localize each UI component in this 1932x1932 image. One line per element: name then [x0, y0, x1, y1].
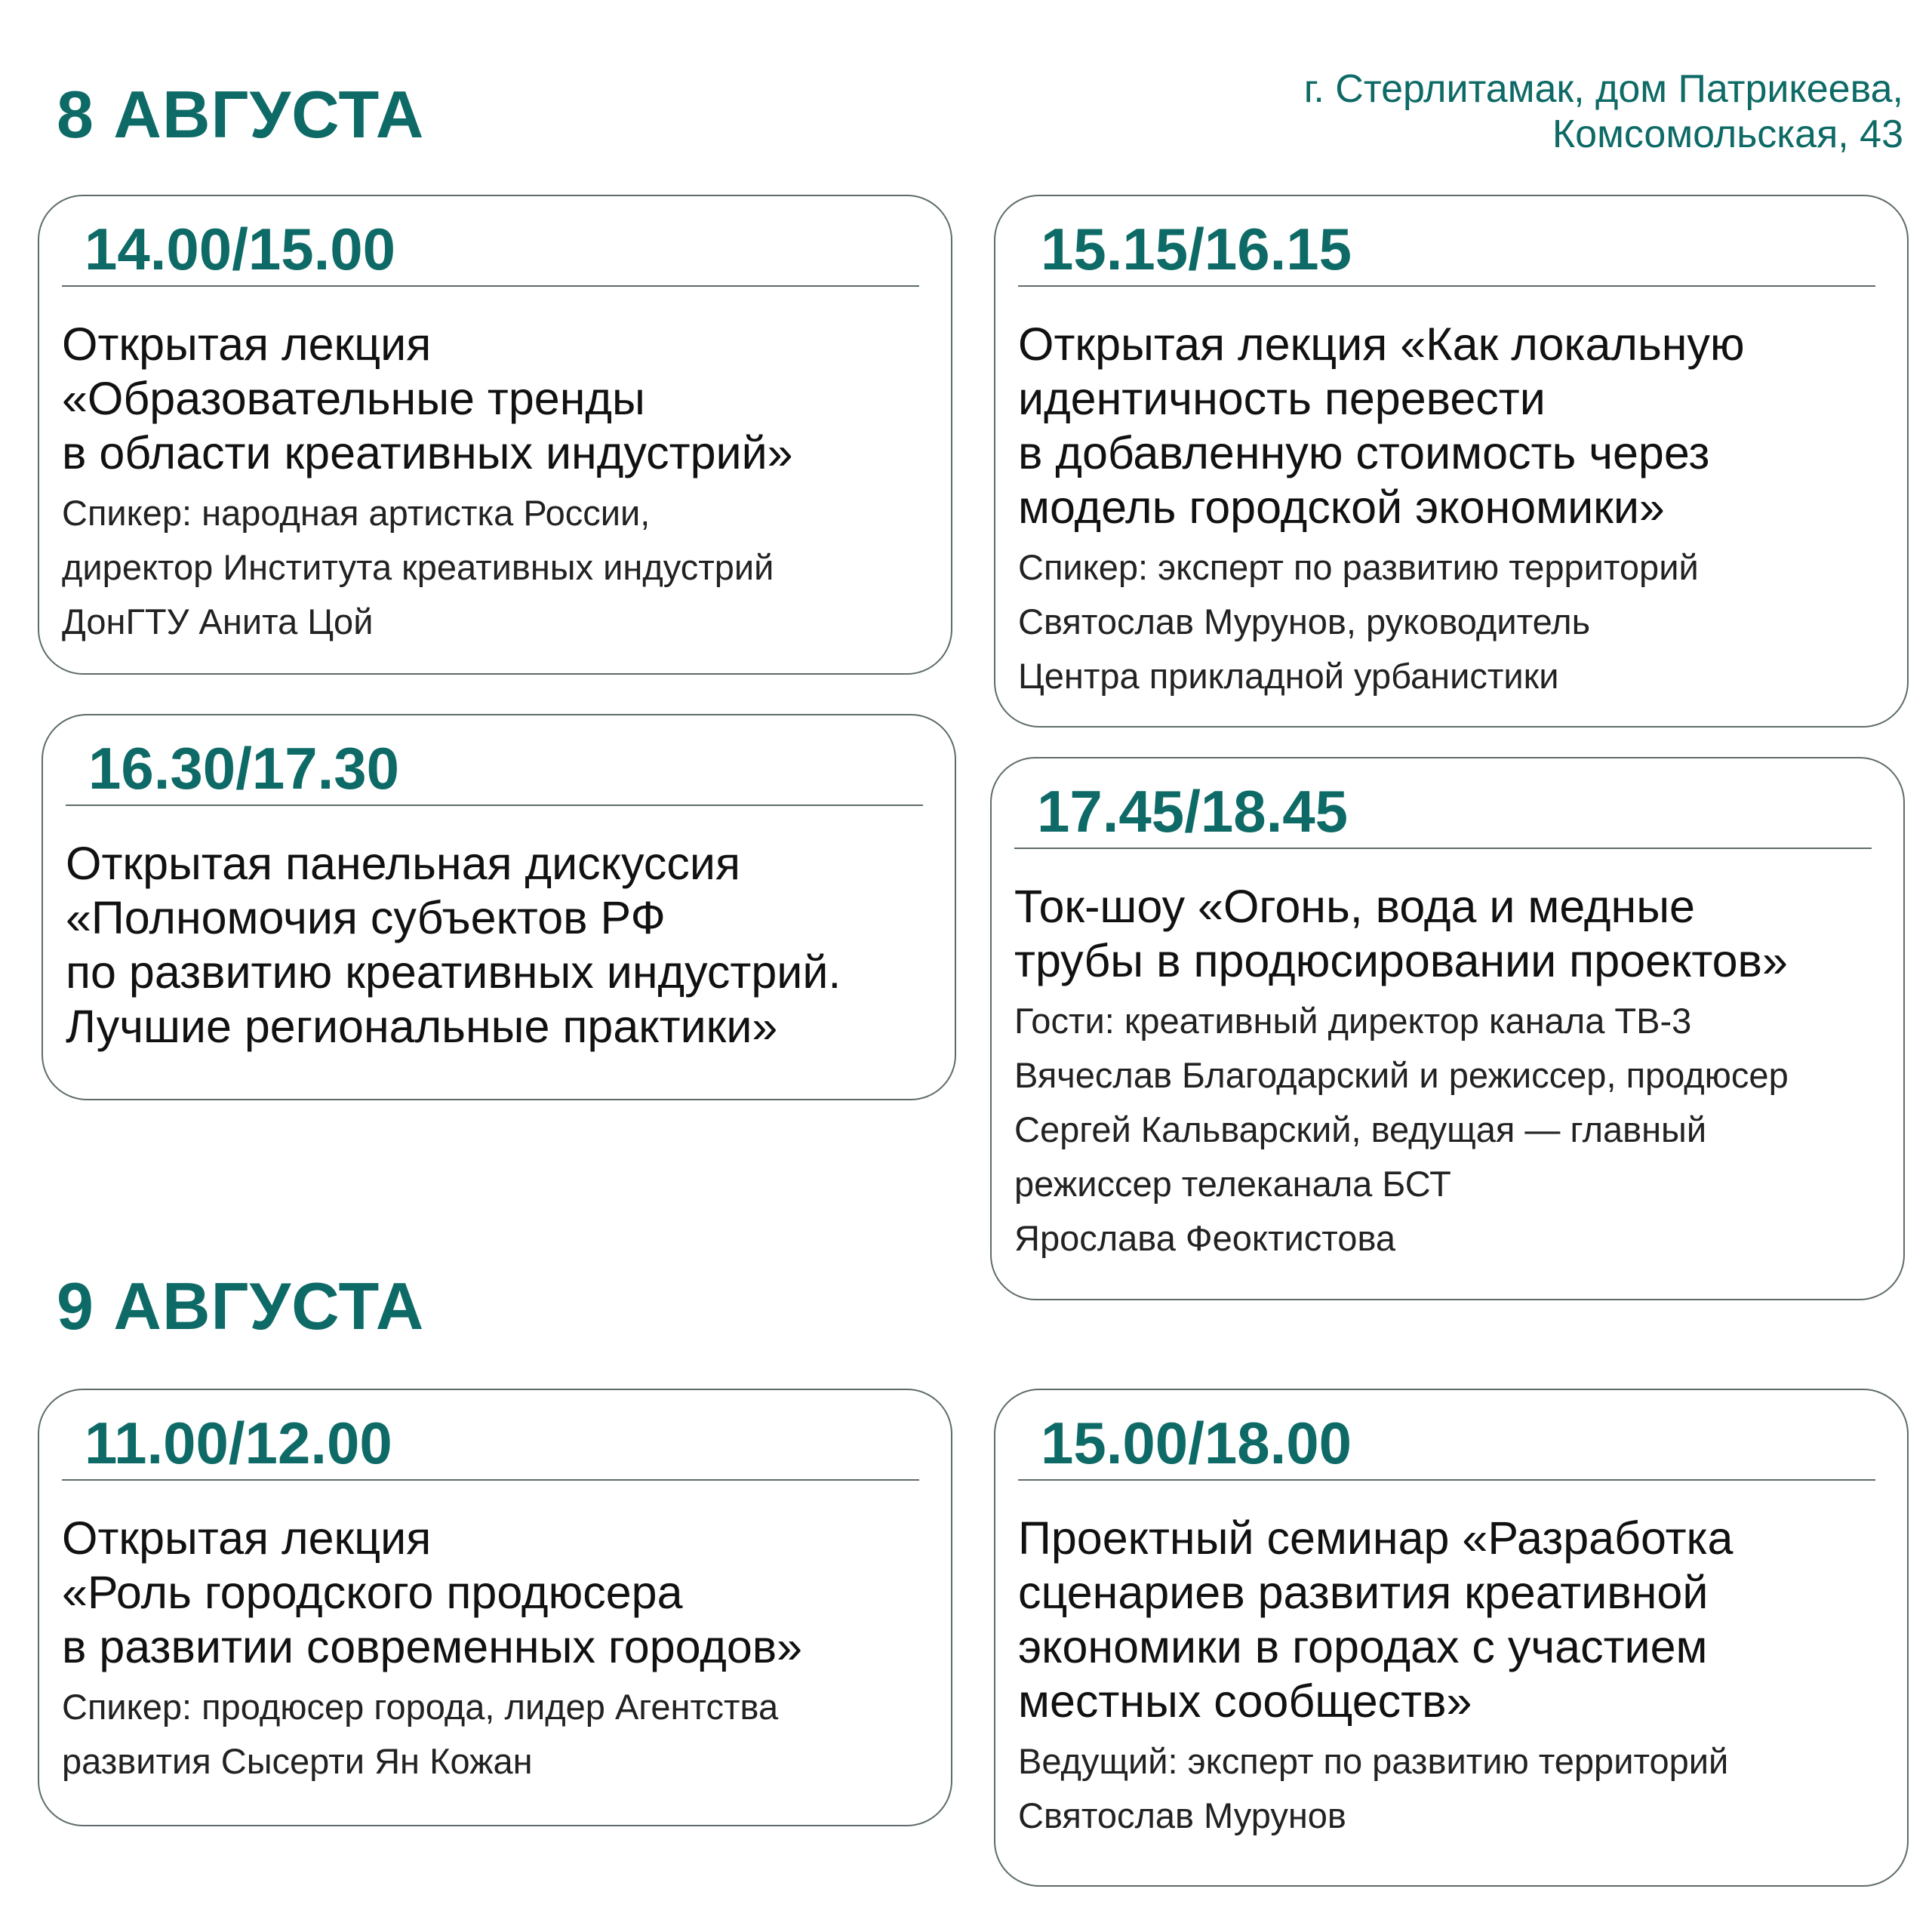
event-description — [62, 486, 928, 649]
address-line-2: Комсомольская, 43 — [1552, 112, 1903, 156]
event-title — [62, 317, 928, 480]
event-description-line: ДонГТУ Анита Цой — [62, 601, 374, 641]
divider — [66, 804, 923, 806]
event-description-line: Ярослава Феоктистова — [1014, 1218, 1396, 1258]
event-description-line: режиссер телеканала БСТ — [1014, 1164, 1451, 1204]
event-title-line: в добавленную стоимость через — [1018, 427, 1710, 478]
event-title — [1018, 317, 1884, 534]
event-card — [38, 1389, 952, 1826]
day-heading-august-9: 9 АВГУСТА — [57, 1269, 425, 1343]
event-time: 14.00/15.00 — [85, 216, 396, 282]
event-title-line: Открытая лекция — [62, 1512, 432, 1564]
event-card — [994, 195, 1909, 728]
divider — [62, 285, 919, 287]
event-title-line: «Образовательные тренды — [62, 373, 645, 424]
day-heading-august-8: 8 АВГУСТА — [57, 77, 425, 152]
event-description-line: Сергей Кальварский, ведущая — главный — [1014, 1109, 1707, 1149]
event-time: 15.15/16.15 — [1041, 216, 1352, 282]
event-card — [42, 714, 956, 1100]
event-description-line: Святослав Мурунов — [1018, 1795, 1346, 1835]
event-title — [1018, 1511, 1884, 1728]
venue-address — [1304, 66, 1903, 157]
event-description-line: Спикер: эксперт по развитию территорий — [1018, 547, 1699, 587]
event-description-line: Спикер: продюсер города, лидер Агентства — [62, 1687, 779, 1727]
event-time: 16.30/17.30 — [88, 735, 400, 801]
event-title-line: трубы в продюсировании проектов» — [1014, 935, 1788, 986]
event-title-line: «Роль городского продюсера — [62, 1567, 683, 1618]
event-title — [1014, 879, 1881, 988]
event-time: 17.45/18.45 — [1037, 778, 1349, 844]
event-time: 11.00/12.00 — [85, 1410, 392, 1476]
event-description-line: Ведущий: эксперт по развитию территорий — [1018, 1741, 1729, 1781]
event-card — [994, 1389, 1909, 1887]
event-title-line: «Полномочия субъектов РФ — [66, 892, 666, 943]
event-title — [62, 1511, 928, 1674]
event-description — [1018, 540, 1884, 703]
event-title-line: местных сообществ» — [1018, 1675, 1472, 1727]
event-title-line: идентичность перевести — [1018, 373, 1546, 424]
event-description-line: Центра прикладной урбанистики — [1018, 656, 1559, 696]
divider — [1018, 1479, 1875, 1481]
event-title-line: Ток-шоу «Огонь, вода и медные — [1014, 881, 1695, 932]
event-title-line: Лучшие региональные практики» — [66, 1001, 778, 1052]
event-title-line: Открытая панельная дискуссия — [66, 838, 740, 889]
event-title-line: в области креативных индустрий» — [62, 427, 793, 478]
event-card — [990, 757, 1905, 1300]
event-card — [38, 195, 952, 675]
event-title-line: в развитии современных городов» — [62, 1621, 803, 1672]
event-time: 15.00/18.00 — [1041, 1410, 1352, 1476]
event-description-line: развития Сысерти Ян Кожан — [62, 1741, 533, 1781]
event-title-line: экономики в городах с участием — [1018, 1621, 1708, 1672]
event-description-line: Святослав Мурунов, руководитель — [1018, 601, 1591, 641]
event-description-line: Вячеслав Благодарский и режиссер, продюсер — [1014, 1055, 1789, 1095]
event-title — [66, 836, 932, 1054]
divider — [1018, 285, 1875, 287]
event-title-line: по развитию креативных индустрий. — [66, 946, 841, 998]
event-title-line: модель городской экономики» — [1018, 481, 1665, 533]
event-description — [62, 1680, 928, 1789]
event-description — [1018, 1734, 1884, 1843]
address-line-1: г. Стерлитамак, дом Патрикеева, — [1303, 67, 1903, 111]
event-description — [1014, 994, 1881, 1266]
event-title-line: Открытая лекция — [62, 318, 432, 370]
event-description-line: Спикер: народная артистка России, — [62, 493, 651, 533]
event-title-line: Открытая лекция «Как локальную — [1018, 318, 1745, 370]
divider — [62, 1479, 919, 1481]
event-description-line: Гости: креативный директор канала ТВ-3 — [1014, 1001, 1692, 1041]
event-description-line: директор Института креативных индустрий — [62, 547, 774, 587]
divider — [1014, 848, 1872, 849]
event-title-line: сценариев развития креативной — [1018, 1567, 1709, 1618]
event-title-line: Проектный семинар «Разработка — [1018, 1512, 1734, 1564]
